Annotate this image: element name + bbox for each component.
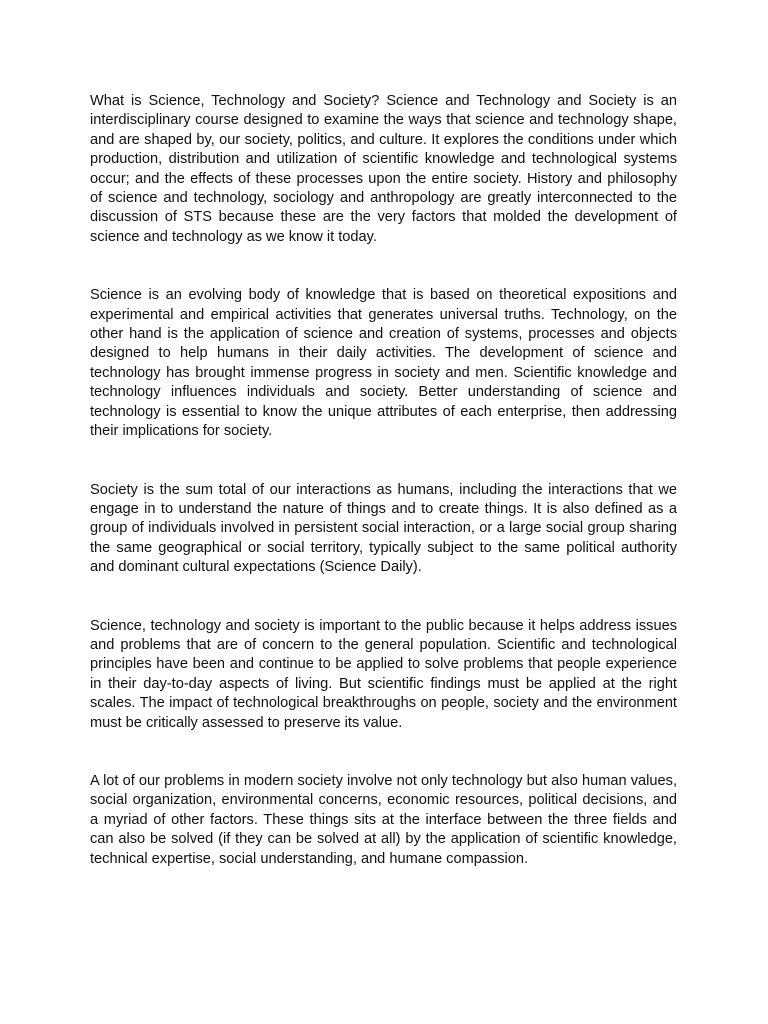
paragraph-importance: Science, technology and society is important to the public because it helps address issues and problems that are of concern to the general population. Scientific and technological principles have been and continue to be applied to solve problems that people experience in their day-to-day aspects of living. But scientific findings must be applied at the right scales. The impact of technological breakthroughs on people, society and the environment must be critically assessed to preserve its value. xyxy=(90,617,677,731)
document-body xyxy=(90,92,677,908)
paragraph-society-definition: Society is the sum total of our interactions as humans, including the interactions that we engage in to understand the nature of things and to create things. It is also defined as a group of individuals involved in persistent social interaction, or a large social group sharing the same geographical or social territory, typically subject to the same political authority and dominant cultural expectations (Science Daily). xyxy=(90,481,677,576)
paragraph-science-definition: Science is an evolving body of knowledge that is based on theoretical expositions and experimental and empirical activities that generates universal truths. Technology, on the other hand is the application of science and creation of systems, processes and objects designed to help humans in their daily activities. The development of science and technology has brought immense progress in society and men. Scientific knowledge and technology influences individuals and society. Better understanding of science and technology is essential to know the unique attributes of each enterprise, then addressing their implications for society. xyxy=(90,287,677,440)
paragraph-what-is-sts: What is Science, Technology and Society? Science and Technology and Society is an interdisciplinary course designed to examine the ways that science and technology shape, and are shaped by, our society, politics, and culture. It explores the conditions under which production, distribution and utilization of scientific knowledge and technological systems occur; and the effects of these processes upon the entire society. History and philosophy of science and technology, sociology and anthropology are greatly interconnected to the discussion of STS because these are the very factors that molded the development of science and technology as we know it today. xyxy=(90,93,677,245)
paragraph-modern-problems: A lot of our problems in modern society involve not only technology but also human values, social organization, environmental concerns, economic resources, political decisions, and a myriad of other factors. These things sits at the interface between the three fields and can also be solved (if they can be solved at all) by the application of scientific knowledge, technical expertise, social understanding, and humane compassion. xyxy=(90,772,677,867)
